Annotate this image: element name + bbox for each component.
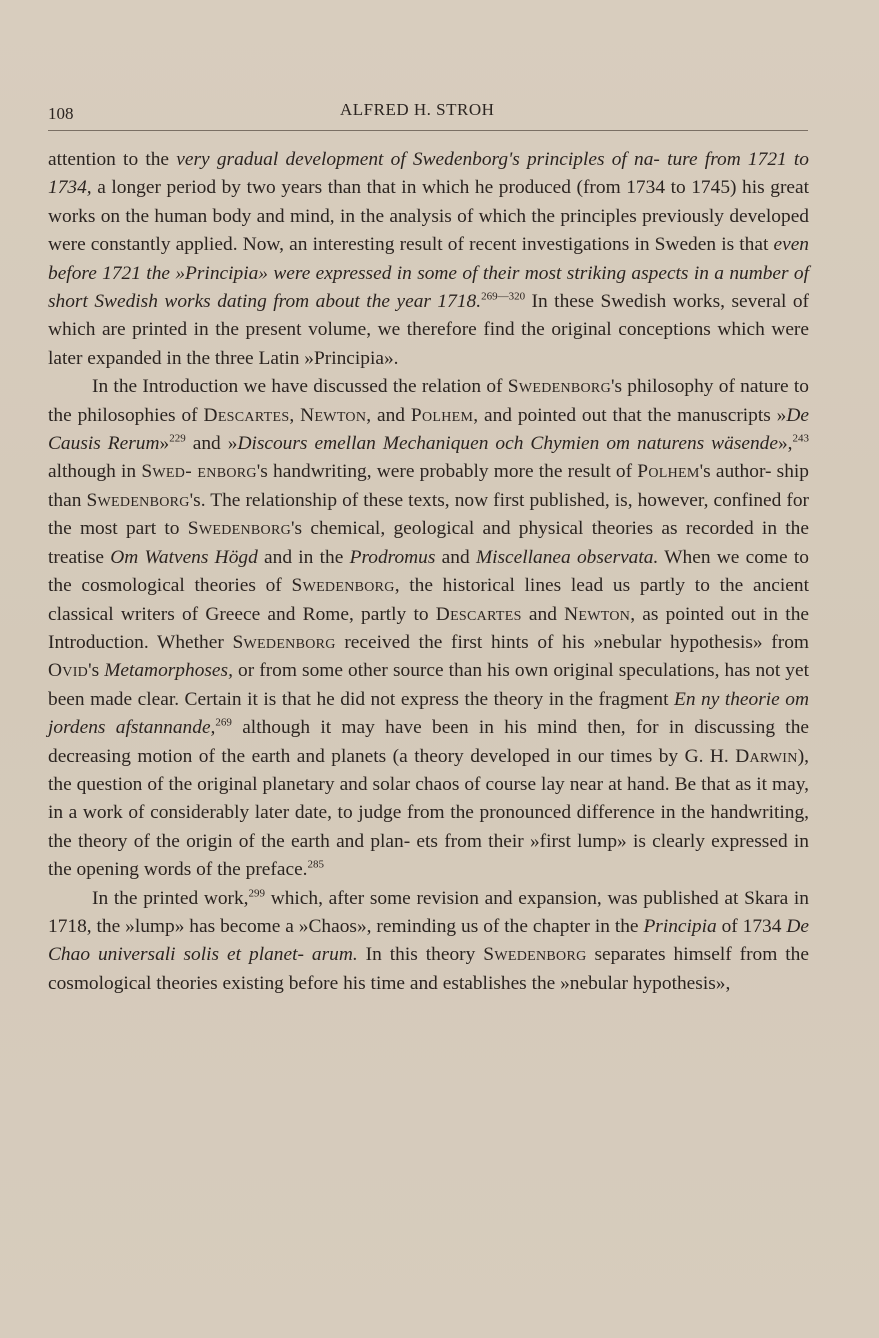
footnote-ref: 269 bbox=[215, 716, 232, 729]
italic-run: Principia bbox=[643, 915, 717, 937]
text-run: , bbox=[289, 404, 301, 426]
text-run: ), the question of the original planetary and solar chaos of course lay near at hand. Be that as it may, in a work of considerably later date, to judge from the pronounced difference in the handwriting, the theory of the origin of the earth and plan- ets from their »first lump» is clearly expressed in the opening words of the preface. bbox=[48, 745, 809, 881]
text-run: , and pointed out that the manuscripts » bbox=[473, 404, 787, 426]
text-run: In the printed work, bbox=[92, 887, 249, 909]
page-number: 108 bbox=[48, 104, 74, 123]
text-run: 's bbox=[88, 660, 105, 682]
text-run: 's handwriting, were probably more the result of bbox=[256, 461, 638, 483]
paragraph-3 bbox=[48, 885, 809, 999]
text-run: When we come to the cosmological theories of bbox=[48, 546, 809, 597]
text-run: 's chemical, geological and physical theories as recorded in the treatise bbox=[48, 518, 809, 568]
text-run: » bbox=[159, 433, 170, 455]
name-smallcaps: Descartes bbox=[435, 603, 522, 625]
text-run: , the historical lines lead us partly to the ancient classical writers of Greece and Rome, partly to bbox=[48, 575, 809, 625]
name-smallcaps: Swedenborg bbox=[507, 376, 611, 398]
name-smallcaps: Swedenborg bbox=[232, 631, 336, 653]
text-run: attention to the bbox=[48, 149, 177, 170]
italic-run: Discours emellan Mechaniquen och Chymien om naturens wäsende bbox=[237, 433, 778, 455]
italic-run: De Causis Rerum bbox=[48, 404, 809, 455]
text-run: and bbox=[435, 546, 476, 568]
text-run: 's philosophy of nature to the philosophies of bbox=[48, 376, 809, 426]
footnote-ref: 285 bbox=[307, 858, 325, 871]
name-smallcaps: Swedenborg bbox=[483, 944, 587, 966]
text-run: separates himself from the cosmological theories existing before his time and establishes the »nebular hypothesis», bbox=[48, 944, 809, 994]
footnote-ref: 229 bbox=[169, 432, 186, 445]
paragraph-1 bbox=[48, 146, 809, 373]
italic-run: Metamorphoses, bbox=[104, 660, 233, 682]
name-smallcaps: Polhem bbox=[637, 461, 700, 483]
text-run: 's. The relationship of these texts, now first published, is, however, confined for the most part to bbox=[48, 489, 810, 540]
name-smallcaps: Newton bbox=[564, 603, 631, 625]
paragraph-2 bbox=[48, 373, 809, 884]
text-run: or from some other source than his own original speculations, has not yet been made clear. Certain it is that he did not express the theory in the fragment bbox=[48, 660, 809, 710]
name-smallcaps: Swedenborg bbox=[187, 518, 292, 540]
text-run: In the Introduction we have discussed the relation of bbox=[92, 376, 508, 398]
text-run: received the first hints of his »nebular hypothesis» from bbox=[335, 631, 809, 653]
italic-run: Miscellanea observata. bbox=[475, 546, 659, 568]
text-run: although it may have been in his mind then, for in discussing the decreasing motion of the earth and planets (a theory developed in our times by G. H. bbox=[48, 717, 809, 767]
name-smallcaps: Swed- enborg bbox=[141, 461, 257, 483]
text-run: of 1734 bbox=[716, 915, 787, 937]
italic-run: De Chao universali solis et planet- arum. bbox=[48, 915, 809, 966]
text-run: which, after some revision and expansion, was published at Skara in 1718, the »lump» has become a »Chaos», reminding us of the chapter in the bbox=[48, 887, 809, 937]
page-header bbox=[48, 96, 808, 131]
italic-run: Prodromus bbox=[349, 546, 436, 568]
name-smallcaps: Descartes bbox=[203, 404, 290, 426]
text-run: 's author- ship than bbox=[48, 461, 809, 511]
name-smallcaps: Swedenborg bbox=[86, 489, 190, 511]
body-text bbox=[48, 146, 809, 998]
text-run: In this theory bbox=[357, 944, 484, 966]
text-run: , and bbox=[366, 404, 411, 426]
name-smallcaps: Darwin bbox=[735, 745, 798, 767]
name-smallcaps: Swedenborg bbox=[291, 575, 395, 597]
footnote-ref: 243 bbox=[792, 432, 810, 445]
name-smallcaps: Newton bbox=[300, 404, 367, 426]
name-smallcaps: Polhem bbox=[410, 404, 474, 426]
text-run: », bbox=[777, 433, 793, 455]
text-run: and in the bbox=[257, 546, 350, 568]
italic-run: even before 1721 the »Principia» were expressed in some of their most striking aspects in a number of short Swedish works dating from about the year 1718. bbox=[48, 234, 809, 313]
running-head: ALFRED H. STROH bbox=[340, 100, 495, 119]
italic-run: Om Watvens Högd bbox=[110, 546, 258, 568]
text-run: In these Swedish works, several of which are printed in the present volume, we therefore find the original conceptions which were later expanded in the three Latin »Principia». bbox=[48, 291, 809, 369]
text-run: and bbox=[521, 603, 565, 625]
footnote-ref: 269—320 bbox=[481, 290, 526, 303]
text-run: , as pointed out in the Introduction. Whether bbox=[48, 603, 809, 653]
italic-run: very gradual development of Swedenborg's principles of na- ture from 1721 to 1734, bbox=[48, 149, 809, 199]
name-smallcaps: Ovid bbox=[48, 660, 89, 682]
italic-run: En ny theorie om jordens afstannande, bbox=[48, 688, 809, 739]
text-run: although in bbox=[48, 461, 142, 483]
text-run: a longer period by two years than that in which he produced (from 1734 to 1745) his great works on the human body and mind, in the analysis of which the principles previously developed were constantly applied. Now, an interesting result of recent investigations in Sweden is that bbox=[48, 177, 809, 256]
text-run: and » bbox=[185, 433, 238, 455]
footnote-ref: 299 bbox=[248, 886, 266, 899]
